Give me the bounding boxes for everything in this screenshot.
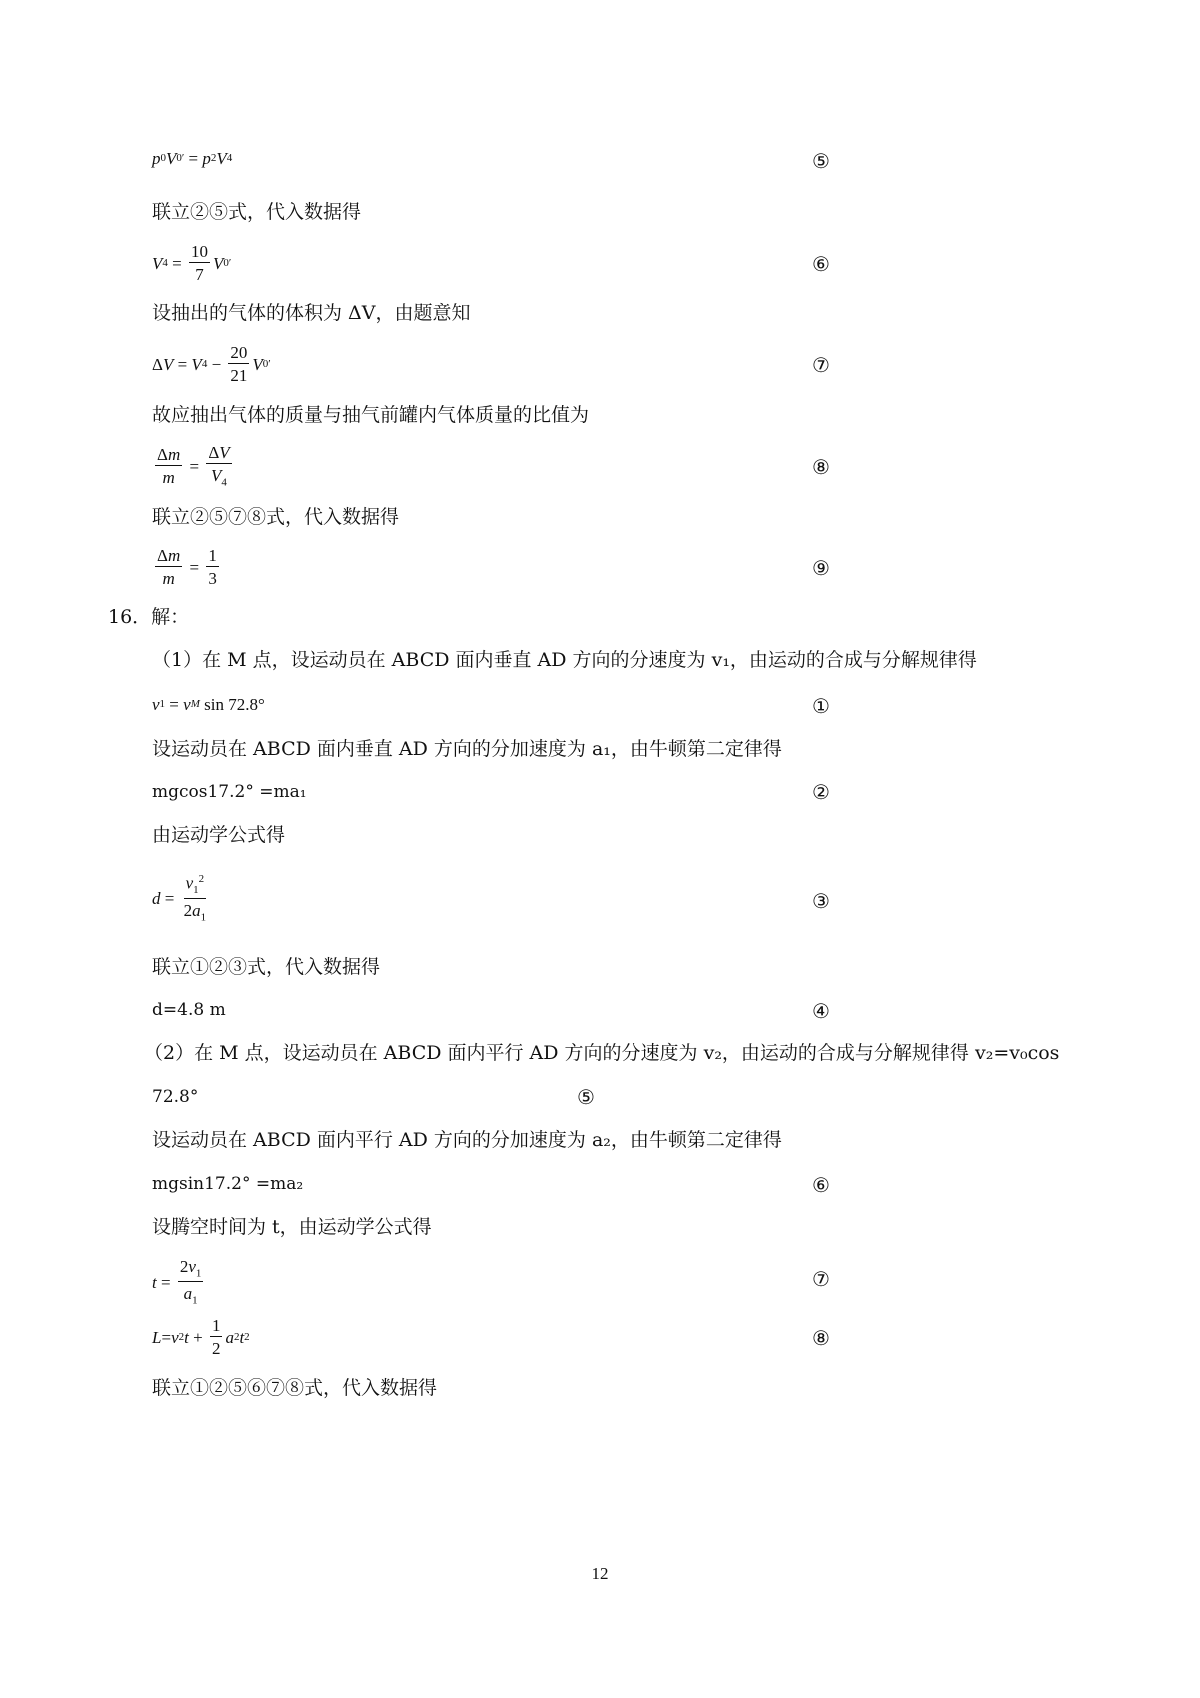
equation-number: ⑦	[812, 1267, 830, 1291]
text-line: 故应抽出气体的质量与抽气前罐内气体质量的比值为	[152, 404, 590, 426]
text-line: 设运动员在 ABCD 面内平行 AD 方向的分加速度为 a₂，由牛顿第二定律得	[152, 1129, 782, 1151]
text-line: 联立①②③式，代入数据得	[152, 956, 381, 978]
text-line: （1）在 M 点，设运动员在 ABCD 面内垂直 AD 方向的分速度为 v₁，由运动的合成与分解规律得	[152, 649, 977, 671]
equation-3: d = $\frac{v_1^2}{2a_1}$	[152, 873, 207, 924]
equation-9: $\frac{\Delta m}{m}$ = $\frac{1}{3}$	[157, 546, 217, 588]
equation-8: L = v 2 t + $\frac{1}{2}$ a 2 t 2	[152, 1316, 250, 1358]
text-line: （2）在 M 点，设运动员在 ABCD 面内平行 AD 方向的分速度为 v₂，由运动的合成与分解规律得 v₂=v₀cos	[144, 1042, 1060, 1064]
equation-number: ①	[812, 694, 830, 718]
equation-6: mgsin17.2° =ma₂	[152, 1174, 304, 1194]
equation-8: $\frac{\Delta m}{m}$ = $\frac{\Delta V}{V_4}$	[157, 443, 230, 489]
question-heading: 16．解：	[108, 606, 190, 628]
page-number: 12	[591, 1564, 609, 1583]
equation-number: ⑥	[812, 1173, 830, 1197]
text-line: 设腾空时间为 t，由运动学公式得	[152, 1216, 432, 1238]
equation-4: d=4.8 m	[152, 1000, 226, 1020]
equation-number: ②	[812, 780, 830, 804]
equation-number: ⑧	[812, 455, 830, 479]
equation-7: t = $\frac{2v_1}{a_1}$	[152, 1257, 202, 1307]
text-line: 联立②⑤式，代入数据得	[152, 201, 362, 223]
equation-6: V 4 = $\frac{10}{7}$ V 0 ′	[152, 242, 232, 284]
equation-number: ⑧	[812, 1326, 830, 1350]
equation-number: ⑥	[812, 252, 830, 276]
equation-number: ④	[812, 999, 830, 1023]
equation-5: p 0 V 0 ′ = p 2 V 4	[152, 149, 233, 168]
text-line: 联立①②⑤⑥⑦⑧式，代入数据得	[152, 1377, 438, 1399]
equation-number: ③	[812, 889, 830, 913]
equation-2: mgcos17.2° =ma₁	[152, 782, 307, 802]
equation-number: ⑤	[812, 149, 830, 173]
equation-number: ⑨	[812, 556, 830, 580]
text-line: 设抽出的气体的体积为 ΔV，由题意知	[152, 302, 471, 324]
equation-1: v 1 = v M sin 72.8°	[152, 695, 265, 714]
text-line: 72.8°	[152, 1087, 199, 1107]
equation-7: Δ V = V 4 − $\frac{20}{21}$ V 0 ′	[152, 343, 271, 385]
equation-number: ⑤	[577, 1085, 595, 1109]
text-line: 设运动员在 ABCD 面内垂直 AD 方向的分加速度为 a₁，由牛顿第二定律得	[152, 738, 782, 760]
text-line: 联立②⑤⑦⑧式，代入数据得	[152, 506, 400, 528]
equation-number: ⑦	[812, 353, 830, 377]
text-line: 由运动学公式得	[152, 824, 286, 846]
